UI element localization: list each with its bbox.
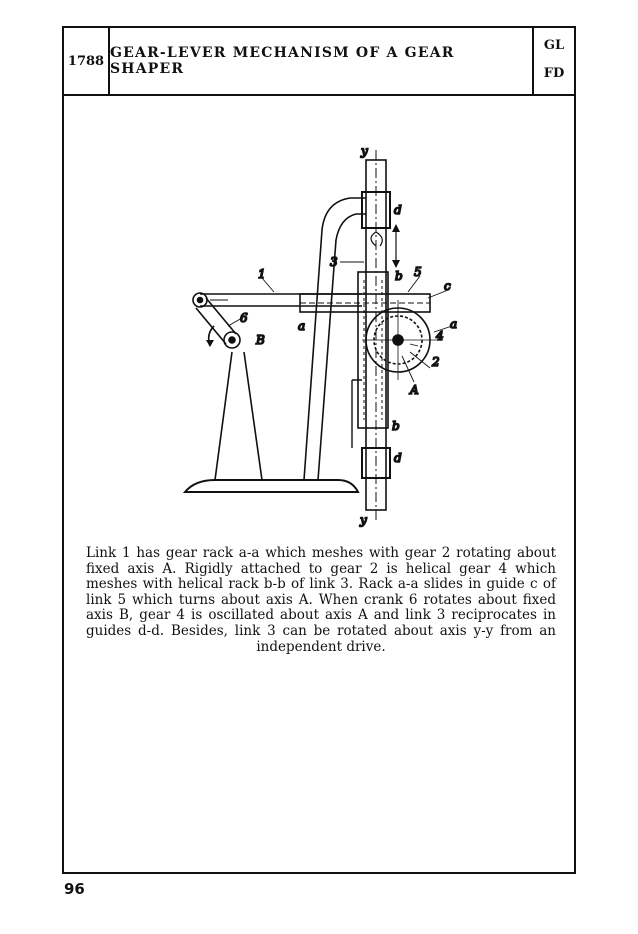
label-b-top: b — [395, 269, 403, 283]
label-y-top: y — [361, 144, 368, 158]
rack-b-b — [358, 272, 388, 428]
page-number: 96 — [64, 880, 85, 898]
crank-column — [215, 352, 262, 480]
label-B: B — [256, 333, 265, 347]
code-top: GL — [543, 38, 565, 53]
code-bottom: FD — [543, 66, 565, 81]
frame-body — [304, 198, 366, 480]
label-A: A — [410, 383, 419, 397]
mechanism-number: 1788 — [64, 28, 110, 94]
label-3: 3 — [330, 255, 338, 269]
label-b-bottom: b — [392, 419, 400, 433]
label-y-bottom: y — [360, 513, 367, 527]
label-5: 5 — [414, 265, 422, 279]
rotation-arrow-y — [371, 232, 382, 246]
mechanism-title: GEAR-LEVER MECHANISM OF A GEAR SHAPER — [110, 45, 455, 77]
label-d-bottom: d — [394, 451, 402, 465]
label-2: 2 — [432, 355, 440, 369]
description-text: Link 1 has gear rack a-a which meshes with gear 2 rotating about fixed axis A. Rigidly attached to gear 2 is helical gear 4 which meshes with helical rack b-b of link 3. Rack a-a slides in guide c of link 5 which turns about axis A. When crank 6 rotates about fixed axis B, gear 4 is oscillated about axis A and link 3 reciprocates in guides d-d. Besides, link 3 can be rotated about axis y-y from an independent drive. — [86, 545, 556, 655]
label-4: 4 — [436, 329, 444, 343]
label-6: 6 — [240, 311, 248, 325]
label-c: c — [444, 279, 451, 293]
label-d-top: d — [394, 203, 402, 217]
base — [185, 480, 358, 492]
label-1: 1 — [258, 267, 266, 281]
label-a-right: a — [450, 317, 458, 331]
label-a-left: a — [298, 319, 306, 333]
